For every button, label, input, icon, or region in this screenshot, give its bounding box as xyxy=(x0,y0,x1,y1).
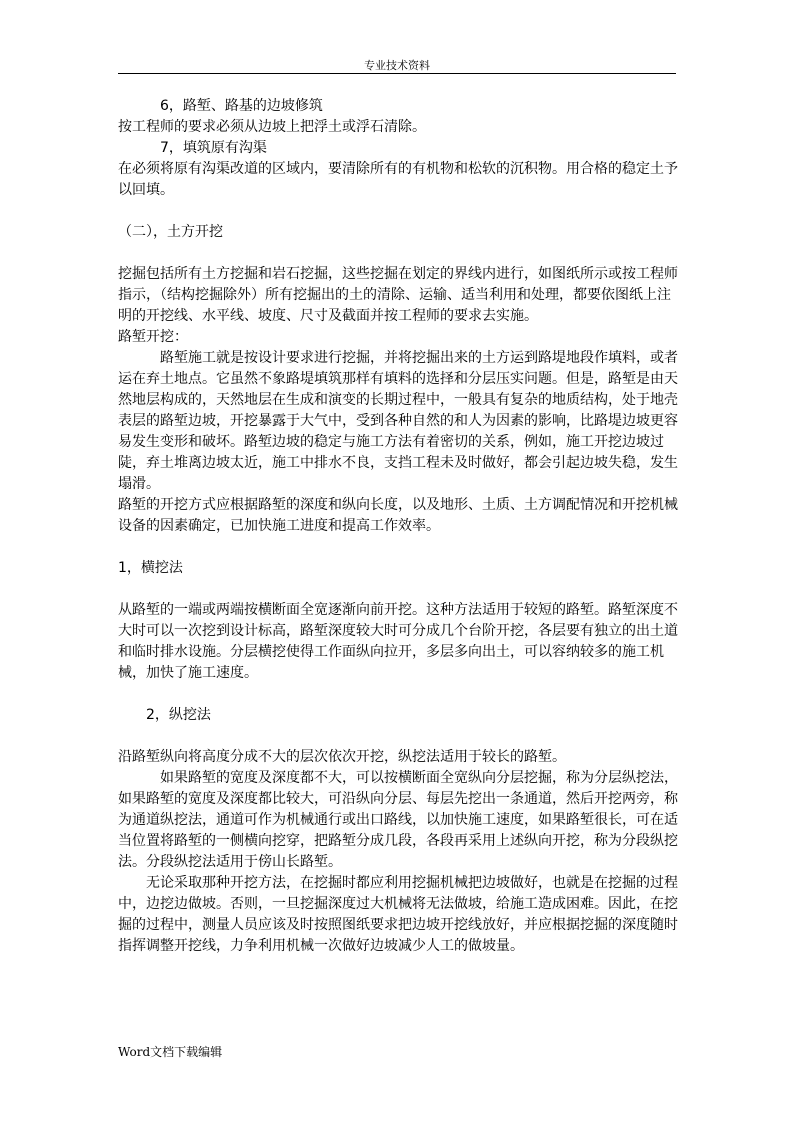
section-7-text: 在必须将原有沟渠改道的区域内，要清除所有的有机物和松软的沉积物。用合格的稳定土予以回填。 xyxy=(118,161,678,198)
method-1-heading: 1，横挖法 xyxy=(118,560,183,576)
page-footer: Word文档下载编辑 xyxy=(118,1045,223,1059)
header-divider xyxy=(118,73,676,74)
cut-excavation-paragraph-2: 路堑的开挖方式应根据路堑的深度和纵向长度，以及地形、土质、土方调配情况和开挖机械设备的因素确定，已加快施工进度和提高工作效率。 xyxy=(118,497,678,534)
section-2-heading: （二），土方开挖 xyxy=(118,224,223,240)
method-2-text-1: 沿路堑纵向将高度分成不大的层次依次开挖，纵挖法适用于较长的路堑。 xyxy=(118,749,566,765)
document-body xyxy=(118,96,678,957)
method-1-text: 从路堑的一端或两端按横断面全宽逐渐向前开挖。这种方法适用于较短的路堑。路堑深度不大时可以一次挖到设计标高，路堑深度较大时可分成几个台阶开挖，各层要有独立的出土道和临时排水设施。分层横挖使得工作面纵向拉开，多层多向出土，可以容纳较多的施工机械，加快了施工速度。 xyxy=(118,602,678,681)
cut-excavation-paragraph-1: 路堑施工就是按设计要求进行挖掘，并将挖掘出来的土方运到路堤地段作填料，或者运在弃土地点。它虽然不象路堤填筑那样有填料的选择和分层压实问题。但是，路堑是由天然地层构成的，天然地层在生成和演变的长期过程中，一般具有复杂的地质结构，处于地壳表层的路堑边坡，开挖暴露于大气中，受到各种自然的和人为因素的影响，比路堤边坡更容易发生变形和破坏。路堑边坡的稳定与施工方法有着密切的关系，例如，施工开挖边坡过陡，弃土堆离边坡太近，施工中排水不良，支挡工程未及时做好，都会引起边坡失稳，发生塌滑。 xyxy=(118,350,678,492)
method-2-text-2: 如果路堑的宽度及深度都不大，可以按横断面全宽纵向分层挖掘，称为分层纵挖法，如果路堑的宽度及深度都比较大，可沿纵向分层、每层先挖出一条通道，然后开挖两旁，称为通道纵挖法，通道可作为机械通行或出口路线，以加快施工速度，如果路堑很长，可在适当位置将路堑的一侧横向挖穿，把路堑分成几段，各段再采用上述纵向开挖，称为分段纵挖法。分段纵挖法适用于傍山长路堑。 xyxy=(118,770,678,870)
method-2-heading: 2，纵挖法 xyxy=(146,707,211,723)
cut-excavation-label: 路堑开挖： xyxy=(118,329,188,345)
excavation-paragraph: 挖掘包括所有土方挖掘和岩石挖掘，这些挖掘在划定的界线内进行，如图纸所示或按工程师指示，（结构挖掘除外）所有挖掘出的土的清除、运输、适当利用和处理，都要依图纸上注明的开挖线、水平线、坡度、尺寸及截面并按工程师的要求去实施。 xyxy=(118,266,678,324)
section-6-text: 按工程师的要求必须从边坡上把浮土或浮石清除。 xyxy=(118,119,426,135)
section-7-title: 7，填筑原有沟渠 xyxy=(160,140,267,156)
section-6-title: 6，路堑、路基的边坡修筑 xyxy=(160,98,323,114)
method-2-text-3: 无论采取那种开挖方法，在挖掘时都应利用挖掘机械把边坡做好，也就是在挖掘的过程中，边挖边做坡。否则，一旦挖掘深度过大机械将无法做坡，给施工造成困难。因此，在挖掘的过程中，测量人员应该及时按照图纸要求把边坡开挖线放好，并应根据挖掘的深度随时指挥调整开挖线，力争利用机械一次做好边坡减少人工的做坡量。 xyxy=(118,875,678,954)
page-header: 专业技术资料 xyxy=(364,59,430,72)
